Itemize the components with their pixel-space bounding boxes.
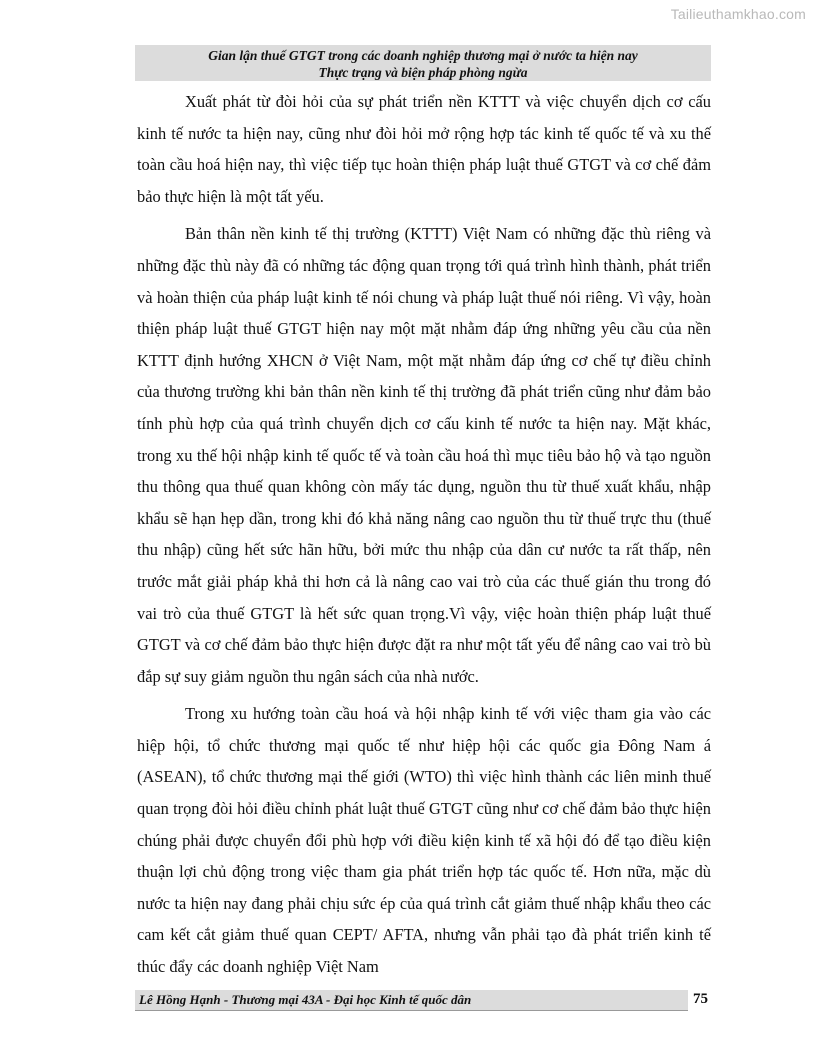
footer-divider: [135, 1010, 688, 1011]
running-header: [135, 45, 711, 81]
page-number: 75: [693, 991, 708, 1007]
document-body: [137, 86, 711, 989]
header-subtitle: Thực trạng và biện pháp phòng ngừa: [318, 65, 528, 80]
watermark: Tailieuthamkhao.com: [670, 6, 806, 22]
paragraph-2: Bản thân nền kinh tế thị trường (KTTT) Việt Nam có những đặc thù riêng và những đặc thù này đã có những tác động quan trọng tới quá trình hình thành, phát triển và hoàn thiện của pháp luật kinh tế nói chung và pháp luật thuế nói riêng. Vì vậy, hoàn thiện pháp luật thuế GTGT hiện nay một mặt nhằm đáp ứng những yêu cầu của nền KTTT định hướng XHCN ở Việt Nam, một mặt nhằm đáp ứng cơ chế tự điều chỉnh của thương trường khi bản thân nền kinh tế thị trường đã phát triển cũng như đảm bảo tính phù hợp của quá trình chuyển dịch cơ cấu kinh tế nước ta hiện nay. Mặt khác, trong xu thế hội nhập kinh tế quốc tế và toàn cầu hoá thì mục tiêu bảo hộ và tạo nguồn thu thông qua thuế quan không còn mấy tác dụng, nguồn thu từ thuế xuất khẩu, nhập khẩu sẽ hạn hẹp dần, trong khi đó khả năng nâng cao nguồn thu từ thuế trực thu (thuế thu nhập) cũng hết sức hãn hữu, bởi mức thu nhập của dân cư nước ta rất thấp, nên trước mắt giải pháp khả thi hơn cả là nâng cao vai trò của các thuế gián thu trong đó vai trò của thuế GTGT là hết sức quan trọng.Vì vậy, việc hoàn thiện pháp luật thuế GTGT và cơ chế đảm bảo thực hiện được đặt ra như một tất yếu để nâng cao vai trò bù đắp sự suy giảm nguồn thu ngân sách của nhà nước.: [137, 224, 711, 686]
paragraph-1: Xuất phát từ đòi hỏi của sự phát triển nền KTTT và việc chuyển dịch cơ cấu kinh tế nước ta hiện nay, cũng như đòi hỏi mở rộng hợp tác kinh tế quốc tế và xu thế toàn cầu hoá hiện nay, thì việc tiếp tục hoàn thiện pháp luật thuế GTGT và cơ chế đảm bảo thực hiện là một tất yếu.: [137, 92, 711, 206]
header-title: Gian lận thuế GTGT trong các doanh nghiệp thương mại ở nước ta hiện nay: [208, 48, 638, 63]
running-footer: Lê Hồng Hạnh - Thương mại 43A - Đại học Kinh tế quốc dân: [135, 990, 688, 1010]
paragraph-3: Trong xu hướng toàn cầu hoá và hội nhập kinh tế với việc tham gia vào các hiệp hội, tổ chức thương mại quốc tế như hiệp hội các quốc gia Đông Nam á (ASEAN), tổ chức thương mại thế giới (WTO) thì việc hình thành các liên minh thuế quan trọng đòi hỏi điều chỉnh phát luật thuế GTGT cũng như cơ chế đảm bảo thực hiện chúng phải được chuyển đổi phù hợp với điều kiện kinh tế xã hội đó để tạo điều kiện thuận lợi chủ động trong việc tham gia phát triển hợp tác quốc tế. Hơn nữa, mặc dù nước ta hiện nay đang phải chịu sức ép của quá trình cắt giảm thuế nhập khẩu theo các cam kết cắt giảm thuế quan CEPT/ AFTA, nhưng vẫn phải tạo đà phát triển kinh tế thúc đẩy các doanh nghiệp Việt Nam: [137, 704, 711, 977]
